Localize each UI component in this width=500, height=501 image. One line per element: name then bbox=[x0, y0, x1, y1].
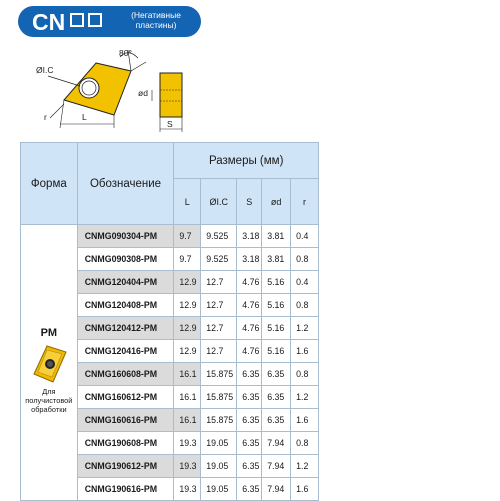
value-ic: 12.7 bbox=[201, 317, 237, 340]
series-note: (Негативные пластины) bbox=[131, 10, 181, 30]
value-r: 0.8 bbox=[291, 294, 319, 317]
value-ic: 12.7 bbox=[201, 294, 237, 317]
series-code: CN bbox=[32, 9, 66, 35]
value-d: 3.81 bbox=[262, 248, 291, 271]
insert-drawing bbox=[0, 0, 500, 140]
value-d: 7.94 bbox=[262, 478, 291, 501]
value-ic: 19.05 bbox=[201, 432, 237, 455]
part-code: CNMG190616-PM bbox=[77, 478, 174, 501]
value-L: 12.9 bbox=[174, 294, 201, 317]
value-s: 6.35 bbox=[237, 386, 262, 409]
part-code: CNMG120416-PM bbox=[77, 340, 174, 363]
value-L: 16.1 bbox=[174, 386, 201, 409]
shape-cell bbox=[21, 225, 78, 501]
col-header-ic: ØI.C bbox=[201, 179, 237, 225]
hole-diameter-label: ød bbox=[138, 88, 148, 98]
part-code: CNMG160608-PM bbox=[77, 363, 174, 386]
header-dimensions: Размеры (мм) bbox=[174, 143, 319, 179]
insert-side-view bbox=[160, 73, 182, 117]
value-s: 6.35 bbox=[237, 478, 262, 501]
value-d: 6.35 bbox=[262, 363, 291, 386]
value-d: 5.16 bbox=[262, 294, 291, 317]
value-ic: 15.875 bbox=[201, 386, 237, 409]
value-r: 1.6 bbox=[291, 478, 319, 501]
angle-label: 80° bbox=[119, 48, 132, 58]
value-d: 5.16 bbox=[262, 271, 291, 294]
value-L: 19.3 bbox=[174, 455, 201, 478]
part-code: CNMG120404-PM bbox=[77, 271, 174, 294]
value-d: 6.35 bbox=[262, 386, 291, 409]
value-r: 0.8 bbox=[291, 248, 319, 271]
value-r: 1.6 bbox=[291, 340, 319, 363]
value-s: 6.35 bbox=[237, 363, 262, 386]
value-s: 4.76 bbox=[237, 271, 262, 294]
value-ic: 15.875 bbox=[201, 409, 237, 432]
col-header-s: S bbox=[237, 179, 262, 225]
part-code: CNMG190612-PM bbox=[77, 455, 174, 478]
value-L: 12.9 bbox=[174, 271, 201, 294]
value-d: 5.16 bbox=[262, 317, 291, 340]
value-s: 6.35 bbox=[237, 432, 262, 455]
part-code: CNMG090308-PM bbox=[77, 248, 174, 271]
header-code: Обозначение bbox=[77, 143, 174, 225]
thickness-label: S bbox=[167, 119, 173, 129]
value-r: 0.4 bbox=[291, 225, 319, 248]
value-r: 0.8 bbox=[291, 432, 319, 455]
value-s: 6.35 bbox=[237, 409, 262, 432]
value-L: 9.7 bbox=[174, 248, 201, 271]
value-r: 1.6 bbox=[291, 409, 319, 432]
value-r: 1.2 bbox=[291, 455, 319, 478]
value-L: 16.1 bbox=[174, 363, 201, 386]
ic-label: ØI.C bbox=[36, 65, 54, 75]
part-code: CNMG160616-PM bbox=[77, 409, 174, 432]
value-ic: 12.7 bbox=[201, 271, 237, 294]
part-code: CNMG160612-PM bbox=[77, 386, 174, 409]
col-header-L: L bbox=[174, 179, 201, 225]
value-s: 4.76 bbox=[237, 317, 262, 340]
col-header-r: r bbox=[291, 179, 319, 225]
value-L: 12.9 bbox=[174, 317, 201, 340]
col-header-d: ød bbox=[262, 179, 291, 225]
value-ic: 19.05 bbox=[201, 455, 237, 478]
value-r: 1.2 bbox=[291, 317, 319, 340]
value-r: 0.4 bbox=[291, 271, 319, 294]
value-ic: 9.525 bbox=[201, 225, 237, 248]
part-code: CNMG120408-PM bbox=[77, 294, 174, 317]
shape-caption: Для получистовой обработки bbox=[25, 387, 73, 414]
value-s: 3.18 bbox=[237, 248, 262, 271]
table-row bbox=[21, 225, 319, 248]
part-code: CNMG090304-PM bbox=[77, 225, 174, 248]
value-ic: 9.525 bbox=[201, 248, 237, 271]
value-L: 9.7 bbox=[174, 225, 201, 248]
part-code: CNMG190608-PM bbox=[77, 432, 174, 455]
value-d: 7.94 bbox=[262, 432, 291, 455]
value-s: 3.18 bbox=[237, 225, 262, 248]
shape-label: PM bbox=[40, 327, 58, 339]
value-L: 16.1 bbox=[174, 409, 201, 432]
radius-label: r bbox=[44, 112, 47, 122]
value-r: 1.2 bbox=[291, 386, 319, 409]
length-label: L bbox=[82, 112, 87, 122]
part-code: CNMG120412-PM bbox=[77, 317, 174, 340]
value-d: 6.35 bbox=[262, 409, 291, 432]
value-ic: 12.7 bbox=[201, 340, 237, 363]
value-ic: 15.875 bbox=[201, 363, 237, 386]
value-s: 4.76 bbox=[237, 294, 262, 317]
value-s: 4.76 bbox=[237, 340, 262, 363]
insert-photo bbox=[33, 344, 67, 384]
value-ic: 19.05 bbox=[201, 478, 237, 501]
value-L: 19.3 bbox=[174, 478, 201, 501]
header-forma: Форма bbox=[21, 143, 78, 225]
value-d: 5.16 bbox=[262, 340, 291, 363]
value-r: 0.8 bbox=[291, 363, 319, 386]
value-s: 6.35 bbox=[237, 455, 262, 478]
value-d: 7.94 bbox=[262, 455, 291, 478]
spec-table bbox=[20, 142, 319, 501]
value-L: 19.3 bbox=[174, 432, 201, 455]
value-d: 3.81 bbox=[262, 225, 291, 248]
value-L: 12.9 bbox=[174, 340, 201, 363]
